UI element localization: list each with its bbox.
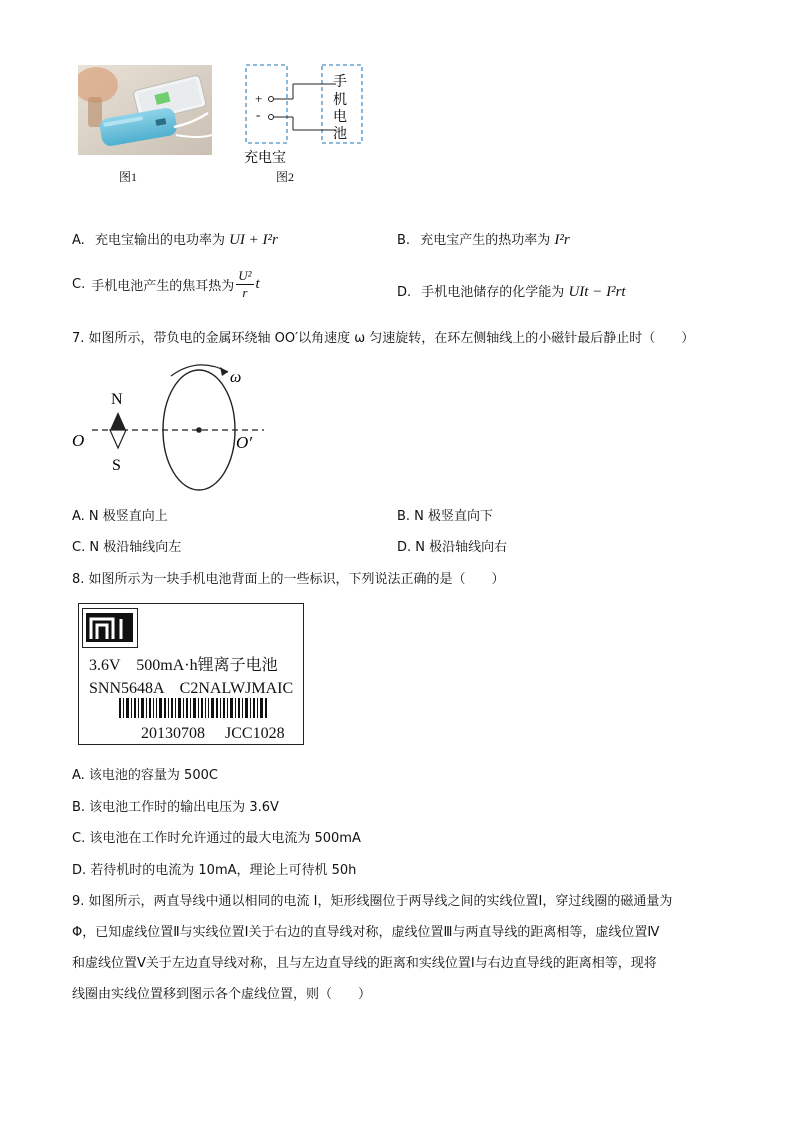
axis-o-prime-label: O′ (236, 433, 252, 452)
fraction-numerator: U² (238, 268, 252, 283)
option-key: A. (72, 233, 85, 248)
compass-south-half (110, 430, 126, 448)
q7-stem: 7. 如图所示，带负电的金属环绕轴 OO′以角速度 ω 匀速旋转，在环左侧轴线上的小磁针最后静止时（ ） (72, 331, 695, 346)
q6-option-a (72, 229, 278, 249)
q7-option-c: C. N 极沿轴线向左 (72, 540, 182, 555)
option-key: D. (397, 285, 412, 300)
q8-option-d: D. 若待机时的电流为 10mA，理论上可待机 50h (72, 863, 357, 878)
option-key: B. (397, 233, 411, 248)
q7-figure (68, 358, 268, 494)
plus-terminal-label: + (255, 91, 263, 106)
rotating-ring-diagram (68, 358, 268, 494)
q7-option-d: D. N 极沿轴线向右 (397, 540, 508, 555)
south-pole-label: S (112, 457, 121, 474)
q7-option-a: A. N 极竖直向上 (72, 509, 168, 524)
q6-option-d (397, 281, 626, 301)
q8-stem: 8. 如图所示为一块手机电池背面上的一些标识，下列说法正确的是（ ） (72, 572, 505, 587)
compass-north-half (110, 412, 126, 430)
phone-battery-char-1: 手 (333, 75, 347, 90)
option-text: 手机电池产生的焦耳热为 (91, 279, 235, 294)
mi-logo-icon (83, 609, 136, 646)
barcode-icon (119, 698, 269, 718)
q6-option-c (72, 268, 260, 301)
option-text: 充电宝输出的电功率为 (94, 233, 225, 248)
figure-2-schematic (244, 62, 368, 174)
option-key: C. (72, 277, 86, 292)
axis-o-label: O (72, 431, 85, 450)
q6-option-b (397, 229, 570, 249)
q9-line-1: 9. 如图所示，两直导线中通以相同的电流 I，矩形线圈位于两导线之间的实线位置Ⅰ，穿过线圈的磁通量为 (72, 894, 673, 909)
phone-battery-char-3: 电 (333, 110, 347, 125)
fraction-denominator: r (242, 285, 248, 300)
formula: UI + I²r (229, 232, 278, 248)
option-text: 充电宝产生的热功率为 (420, 233, 551, 248)
q9-line-3: 和虚线位置Ⅴ关于左边直导线对称，且与左边直导线的距离和实线位置Ⅰ与右边直导线的距离相等，现将 (72, 956, 657, 971)
option-text: 手机电池储存的化学能为 (421, 285, 565, 300)
barcode (119, 698, 269, 722)
north-pole-label: N (111, 391, 123, 408)
battery-label-figure (78, 603, 304, 745)
battery-label-line-3: 20130708 JCC1028 (141, 725, 285, 742)
figure-2-caption: 图2 (276, 170, 295, 184)
formula: UIt − I²rt (568, 284, 626, 300)
figure-1-photo (78, 65, 212, 155)
battery-label-line-2: SNN5648A C2NALWJMAIC (89, 680, 294, 697)
q9-line-2: Φ，已知虚线位置Ⅱ与实线位置Ⅰ关于右边的直导线对称，虚线位置Ⅲ与两直导线的距离相等，虚线位置Ⅳ (72, 925, 660, 940)
circuit-diagram (244, 62, 368, 174)
q9-line-4: 线圈由实线位置移到图示各个虚线位置，则（ ） (72, 987, 372, 1002)
q8-option-c: C. 该电池在工作时允许通过的最大电流为 500mA (72, 831, 361, 846)
formula: I²r (554, 232, 570, 248)
formula-tail: t (255, 276, 260, 292)
q8-option-b: B. 该电池工作时的输出电压为 3.6V (72, 800, 279, 815)
power-bank-label: 充电宝 (244, 151, 286, 166)
phone-battery-char-2: 机 (333, 93, 347, 108)
phone-battery-char-4: 池 (333, 127, 347, 142)
battery-label-line-1: 3.6V 500mA·h锂离子电池 (89, 657, 278, 674)
q8-option-a: A. 该电池的容量为 500C (72, 768, 218, 783)
fraction (236, 268, 253, 301)
omega-label: ω (230, 369, 242, 386)
q7-option-b: B. N 极竖直向下 (397, 509, 494, 524)
mi-logo (82, 608, 138, 648)
figure-1-caption: 图1 (119, 170, 138, 184)
power-bank-photo (78, 65, 212, 155)
minus-terminal-label: - (256, 107, 261, 122)
